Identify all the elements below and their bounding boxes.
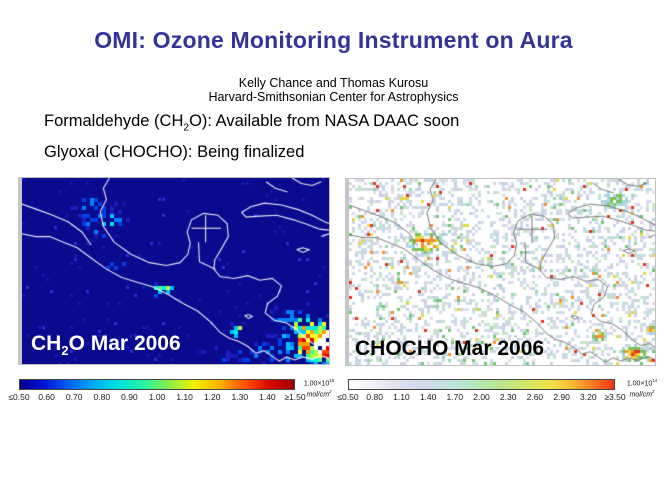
- authors-line: Kelly Chance and Thomas Kurosu: [238, 76, 429, 90]
- bullet-glyoxal: Glyoxal (CHOCHO): Being finalized: [44, 143, 305, 162]
- colorbar-ch2o: [8, 379, 306, 402]
- map-label-ch2o: [31, 332, 181, 358]
- colorbar-ch2o-ticks: [8, 392, 306, 402]
- map-chocho: [345, 178, 656, 366]
- map-label-ch2o-post: O Mar 2006: [68, 331, 181, 355]
- tick-label: 1.20: [203, 392, 221, 402]
- slide-title: OMI: Ozone Monitoring Instrument on Aura: [94, 27, 573, 53]
- tick-label: 0.70: [65, 392, 83, 402]
- map-label-subscript: 2: [61, 343, 69, 358]
- tick-label: ≥1.50: [284, 392, 306, 402]
- tick-label: 3.20: [580, 392, 597, 402]
- colorbar-chocho-gradient: [348, 379, 615, 390]
- map-label-ch2o-pre: CH: [31, 331, 62, 355]
- map-label-chocho: CHOCHO Mar 2006: [355, 337, 545, 360]
- tick-label: 1.10: [176, 392, 193, 402]
- tick-label: 0.90: [121, 392, 138, 402]
- tick-label: ≤0.50: [337, 392, 359, 402]
- colorbar-ch2o-gradient: [19, 379, 295, 390]
- tick-label: 1.00: [148, 392, 166, 402]
- tick-label: 1.40: [419, 392, 437, 402]
- affiliation-line: Harvard-Smithsonian Center for Astrophysics: [208, 90, 459, 104]
- scale-value: [622, 377, 662, 388]
- scale-exponent: 16: [329, 378, 335, 383]
- bullet-formaldehyde-text-2: O): Available from NASA DAAC soon: [189, 112, 460, 130]
- unit-exponent: 2: [329, 389, 332, 395]
- colorbar-chocho: [337, 379, 626, 402]
- tick-label: 1.70: [446, 392, 464, 402]
- scale-mantissa: 1.00×10: [626, 380, 653, 388]
- tick-label: 1.10: [393, 392, 410, 402]
- colorbar-chocho-scale-label: [622, 377, 662, 400]
- unit-text: mol/cm: [629, 391, 653, 399]
- colorbar-ch2o-scale-label: [300, 377, 338, 400]
- scale-unit: [622, 388, 662, 399]
- tick-label: ≤0.50: [8, 392, 30, 402]
- tick-label: 1.40: [259, 392, 276, 402]
- tick-label: 2.60: [526, 392, 544, 402]
- tick-label: ≥3.50: [604, 392, 626, 402]
- subscript-2: 2: [183, 122, 190, 134]
- scale-value: [300, 377, 338, 388]
- unit-text: mol/cm: [306, 391, 330, 399]
- unit-exponent: 2: [652, 389, 655, 395]
- tick-label: 2.90: [553, 392, 570, 402]
- tick-label: 0.60: [38, 392, 55, 402]
- colorbar-chocho-ticks: [337, 392, 626, 402]
- tick-label: 2.00: [473, 392, 490, 402]
- bullet-formaldehyde-text: Formaldehyde (CH: [44, 112, 184, 130]
- bullet-formaldehyde: [44, 109, 459, 140]
- scale-unit: [300, 388, 338, 399]
- map-ch2o: [18, 177, 330, 365]
- tick-label: 2.30: [499, 392, 517, 402]
- tick-label: 0.80: [93, 392, 111, 402]
- scale-mantissa: 1.00×10: [303, 380, 330, 388]
- bullet-list: [44, 109, 459, 165]
- scale-exponent: 14: [652, 378, 658, 383]
- tick-label: 0.80: [366, 392, 383, 402]
- tick-label: 1.30: [231, 392, 249, 402]
